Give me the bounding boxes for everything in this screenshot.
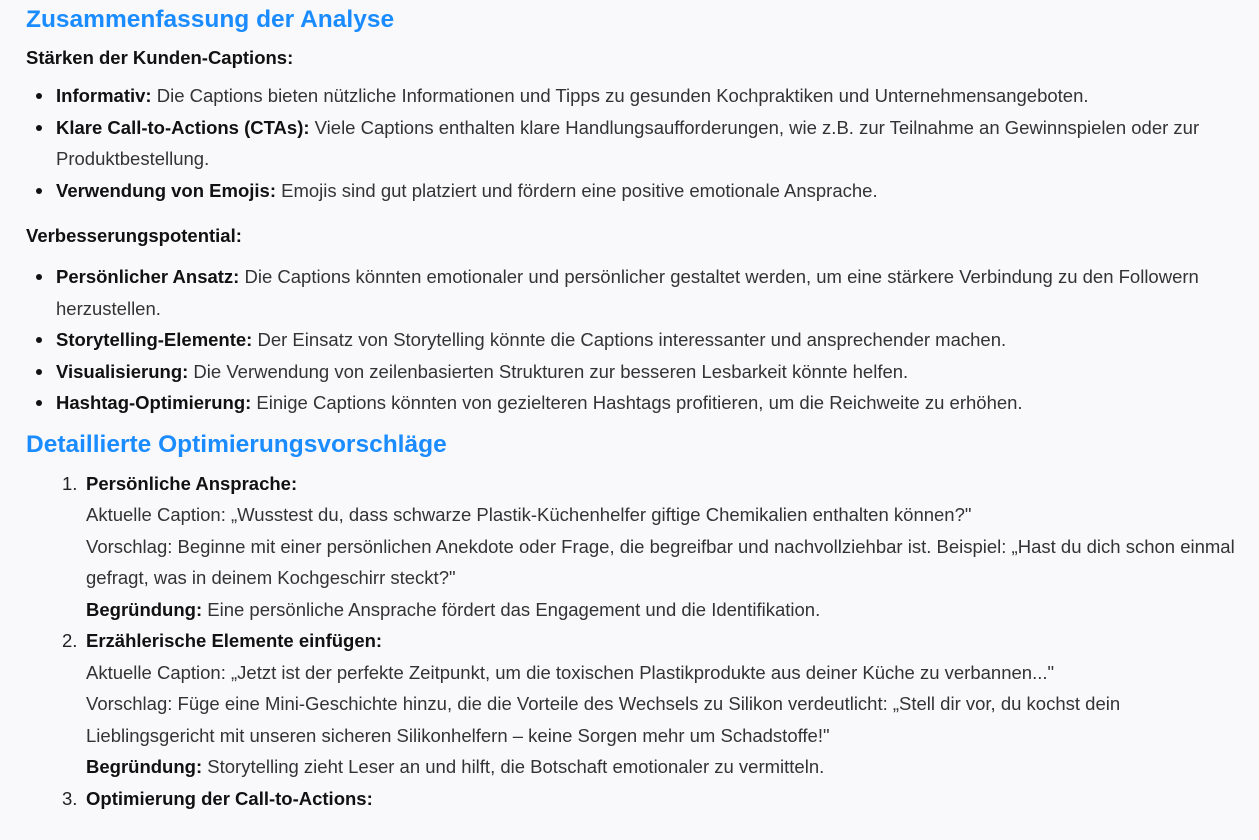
- bullet-term: Persönlicher Ansatz:: [56, 266, 240, 287]
- item-number: 2.: [62, 630, 78, 651]
- bullet-term: Visualisierung:: [56, 360, 189, 382]
- bullet-term: Hashtag-Optimierung:: [56, 392, 252, 413]
- list-item: [56, 112, 1249, 175]
- current-caption: Aktuelle Caption: „Wusstest du, dass schwarze Plastik-Küchenhelfer giftige Chemikalien enthalten können?": [86, 504, 972, 525]
- item-number: 1.: [62, 472, 78, 494]
- strengths-heading: Stärken der Kunden-Captions:: [26, 47, 294, 68]
- bullet-text: Die Captions könnten emotionaler und persönlicher gestaltet werden, um eine stärkere Verbindung zu den Followern herzustellen.: [56, 266, 1199, 319]
- bullet-text: Der Einsatz von Storytelling könnte die Captions interessanter und ansprechender machen.: [252, 329, 1007, 350]
- list-item: [62, 625, 1249, 783]
- bullet-text: Emojis sind gut platziert und fördern eine positive emotionale Ansprache.: [275, 179, 878, 201]
- details-title: Detaillierte Optimierungsvorschläge: [26, 430, 447, 458]
- list-item: [62, 783, 1249, 815]
- item-number: 3.: [62, 787, 78, 809]
- list-item: [56, 356, 1249, 388]
- reason-label: Begründung:: [86, 756, 203, 777]
- suggestion: Vorschlag: Füge eine Mini-Geschichte hinzu, die die Vorteile des Wechsels zu Silikon verdeutlicht: „Stell dir vor, du kochst dein Lieblingsgericht mit unseren sicheren Silikonhelfern – keine Sorgen mehr um Schadstoffe!": [86, 693, 1121, 746]
- bullet-term: Klare Call-to-Actions (CTAs):: [56, 116, 310, 138]
- list-item: [56, 80, 1249, 112]
- reason: [86, 594, 1249, 626]
- improvements-heading: Verbesserungspotential:: [26, 225, 242, 246]
- reason-text: Eine persönliche Ansprache fördert das Engagement und die Identifikation.: [202, 598, 821, 620]
- improvements-list: [26, 261, 1249, 419]
- bullet-term: Informativ:: [56, 85, 152, 106]
- reason: [86, 751, 1249, 783]
- list-item: [56, 387, 1249, 419]
- strengths-list: [26, 80, 1249, 206]
- list-item: [56, 261, 1249, 324]
- list-item: [56, 175, 1249, 207]
- bullet-text: Einige Captions könnten von gezielteren Hashtags profitieren, um die Reichweite zu erhöhen.: [251, 392, 1023, 413]
- current-caption: Aktuelle Caption: „Jetzt ist der perfekte Zeitpunkt, um die toxischen Plastikprodukte aus deiner Küche zu verbannen...": [86, 661, 1055, 683]
- details-list: [26, 468, 1249, 815]
- list-item: [56, 324, 1249, 356]
- bullet-text: Viele Captions enthalten klare Handlungsaufforderungen, wie z.B. zur Teilnahme an Gewinnspielen oder zur Produktbestellung.: [56, 116, 1200, 169]
- bullet-text: Die Captions bieten nützliche Informationen und Tipps zu gesunden Kochpraktiken und Unternehmensangeboten.: [151, 85, 1089, 106]
- summary-title: Zusammenfassung der Analyse: [26, 6, 395, 33]
- item-heading: Optimierung der Call-to-Actions:: [86, 787, 373, 809]
- reason-text: Storytelling zieht Leser an und hilft, die Botschaft emotionaler zu vermitteln.: [202, 756, 825, 777]
- bullet-term: Verwendung von Emojis:: [56, 179, 276, 201]
- list-item: [62, 468, 1249, 626]
- bullet-text: Die Verwendung von zeilenbasierten Strukturen zur besseren Lesbarkeit könnte helfen.: [188, 360, 909, 382]
- suggestion: Vorschlag: Beginne mit einer persönlichen Anekdote oder Frage, die begreifbar und nachvollziehbar ist. Beispiel: „Hast du dich schon einmal gefragt, was in deinem Kochgeschirr steckt?": [86, 535, 1235, 588]
- item-heading: Erzählerische Elemente einfügen:: [86, 630, 383, 651]
- bullet-term: Storytelling-Elemente:: [56, 329, 253, 350]
- reason-label: Begründung:: [86, 598, 203, 620]
- item-heading: Persönliche Ansprache:: [86, 472, 298, 494]
